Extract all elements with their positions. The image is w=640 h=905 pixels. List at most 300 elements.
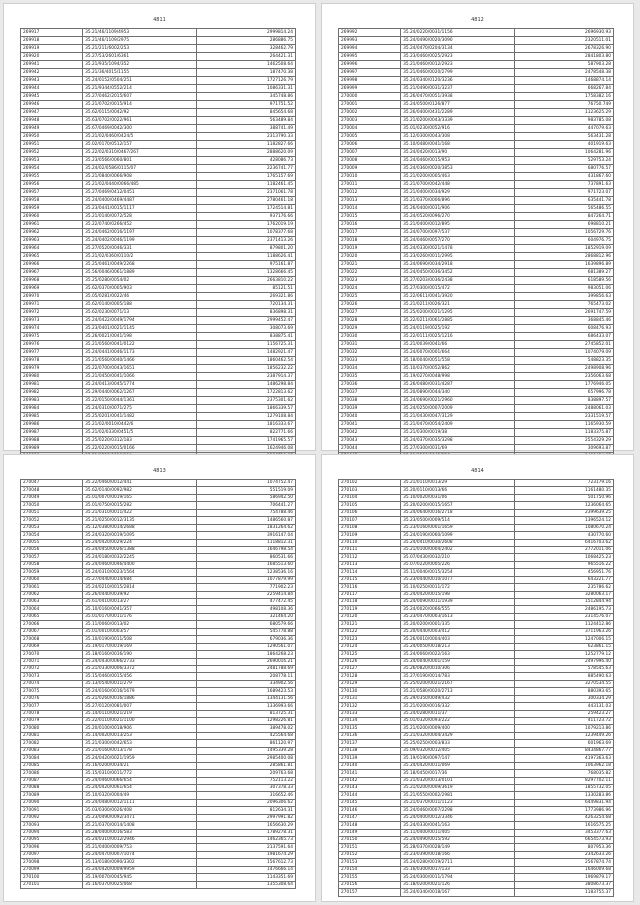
- amount-cell: 1161480.35: [515, 487, 614, 494]
- amount-cell: 836898.31: [197, 309, 296, 317]
- record-id-cell: 270023: [339, 277, 401, 285]
- data-table: [20, 28, 296, 469]
- record-id-cell: 269950: [21, 133, 83, 141]
- table-row: [21, 269, 296, 277]
- table-row: [339, 509, 614, 516]
- amount-cell: 643221.77: [515, 576, 614, 583]
- table-row: [21, 762, 296, 769]
- reference-cell: 35.25/0200/0021/1295: [401, 309, 515, 317]
- record-id-cell: 269993: [339, 37, 401, 45]
- record-id-cell: 270064: [21, 606, 83, 613]
- reference-cell: 35.18/0200/0021/126: [401, 881, 515, 888]
- record-id-cell: 269978: [21, 357, 83, 365]
- amount-cell: 1077879.99: [197, 576, 296, 583]
- amount-cell: 1724514.81: [197, 205, 296, 213]
- amount-cell: 2320511.01: [515, 37, 614, 45]
- table-row: [339, 606, 614, 613]
- amount-cell: 285861.81: [197, 762, 296, 769]
- table-row: [21, 613, 296, 620]
- table-row: [21, 405, 296, 413]
- table-row: [21, 673, 296, 680]
- amount-cell: 3916147.04: [197, 532, 296, 539]
- amount-cell: 698810.21: [515, 221, 614, 229]
- reference-cell: 35.21/935/1094/352: [83, 61, 197, 69]
- reference-cell: 35.21/02/0440/0066/485: [83, 181, 197, 189]
- reference-cell: 35.19/0170/0019/169: [83, 643, 197, 650]
- reference-cell: 35.27/53/2601/6361: [83, 53, 197, 61]
- record-id-cell: 269948: [21, 117, 83, 125]
- table-row: [339, 874, 614, 881]
- table-row: [339, 437, 614, 445]
- amount-cell: 1165930.59: [515, 421, 614, 429]
- amount-cell: 2696930.93: [515, 29, 614, 37]
- table-row: [339, 101, 614, 109]
- record-id-cell: 270000: [339, 93, 401, 101]
- record-id-cell: 270112: [339, 554, 401, 561]
- record-id-cell: 270008: [339, 157, 401, 165]
- record-id-cell: 270065: [21, 613, 83, 620]
- table-row: [21, 688, 296, 695]
- table-row: [339, 524, 614, 531]
- reference-cell: 35.23/0401/0021/1145: [83, 325, 197, 333]
- reference-cell: 35.21/0450/0041/1066: [83, 373, 197, 381]
- record-id-cell: 270022: [339, 269, 401, 277]
- reference-cell: 35.24/0402/0046/1199: [83, 237, 197, 245]
- record-id-cell: 270079: [21, 718, 83, 725]
- table-row: [339, 405, 614, 413]
- table-row: [339, 413, 614, 421]
- amount-cell: 768035.82: [515, 770, 614, 777]
- reference-cell: 35.62/0230/0071/13: [83, 309, 197, 317]
- amount-cell: 431867.60: [515, 173, 614, 181]
- table-row: [339, 480, 614, 487]
- record-id-cell: 270095: [21, 837, 83, 844]
- amount-cell: 1064281.96: [515, 149, 614, 157]
- amount-cell: 668267.84: [515, 85, 614, 93]
- amount-cell: 1639896.89: [515, 261, 614, 269]
- reference-cell: 35.12/0300/0043/308: [401, 133, 515, 141]
- reference-cell: 35.24/0450/0026/1388: [83, 546, 197, 553]
- record-id-cell: 270031: [339, 341, 401, 349]
- amount-cell: 2314576.07: [515, 613, 614, 620]
- amount-cell: 1182461.45: [197, 181, 296, 189]
- reference-cell: 35.24/0420/0029/224: [83, 539, 197, 546]
- table-row: [21, 125, 296, 133]
- amount-cell: 399856.63: [515, 293, 614, 301]
- amount-cell: 1462508.64: [197, 61, 296, 69]
- reference-cell: 35.23/0441/0015/1117: [83, 205, 197, 213]
- table-row: [21, 621, 296, 628]
- amount-cell: 752113.22: [197, 777, 296, 784]
- table-row: [21, 397, 296, 405]
- table-row: [21, 576, 296, 583]
- table-row: [21, 665, 296, 672]
- amount-cell: 2663810.22: [197, 277, 296, 285]
- reference-cell: 35.18/0040/0051/558: [401, 357, 515, 365]
- reference-cell: 35.01/0070/0019/165: [83, 494, 197, 501]
- amount-cell: 76750.749: [515, 101, 614, 109]
- amount-cell: 6416703.62: [515, 539, 614, 546]
- reference-cell: 35.10/0020/0031/06: [401, 494, 515, 501]
- amount-cell: 456951.76: [515, 569, 614, 576]
- table-row: [21, 429, 296, 437]
- table-row: [21, 149, 296, 157]
- page-title: 4814: [471, 468, 484, 474]
- table-row: [21, 837, 296, 844]
- reference-cell: 35.20/0100/0018/906: [83, 725, 197, 732]
- table-row: [339, 889, 614, 896]
- record-id-cell: 269995: [339, 53, 401, 61]
- amount-cell: 971723.07: [515, 189, 614, 197]
- amount-cell: 601963.69: [515, 740, 614, 747]
- amount-cell: 586942.50: [197, 494, 296, 501]
- amount-cell: 1727126.79: [197, 77, 296, 85]
- table-row: [339, 333, 614, 341]
- table-row: [339, 837, 614, 844]
- table-row: [339, 487, 614, 494]
- record-id-cell: 270050: [21, 502, 83, 509]
- record-id-cell: 269947: [21, 109, 83, 117]
- record-id-cell: 269919: [21, 45, 83, 53]
- reference-cell: 35.22/0110/0021/1100: [83, 718, 197, 725]
- record-id-cell: 269952: [21, 149, 83, 157]
- document-page-1: [4, 4, 315, 450]
- record-id-cell: 270157: [339, 889, 401, 896]
- amount-cell: 1396524.12: [515, 517, 614, 524]
- table-row: [339, 325, 614, 333]
- reference-cell: 35.21/02/0330/0451/5: [83, 429, 197, 437]
- record-id-cell: 269956: [21, 181, 83, 189]
- record-id-cell: 270077: [21, 703, 83, 710]
- reference-cell: 35.24/0090/0011/1939: [401, 599, 515, 606]
- reference-cell: 35.24/0441/0046/1173: [83, 349, 197, 357]
- reference-cell: 35.56/0046/0061/1889: [83, 269, 197, 277]
- amount-cell: 838875.41: [197, 333, 296, 341]
- amount-cell: 1646009.68: [515, 866, 614, 873]
- reference-cell: 35.02/0170/0512/157: [83, 141, 197, 149]
- amount-cell: 1086331.31: [197, 85, 296, 93]
- record-id-cell: 270071: [21, 658, 83, 665]
- table-row: [339, 732, 614, 739]
- reference-cell: 35.26/0440/0039/92: [83, 591, 197, 598]
- amount-cell: 1685513.60: [197, 561, 296, 568]
- table-row: [339, 710, 614, 717]
- reference-cell: 35.26/0480/0031/4287: [401, 381, 515, 389]
- table-row: [21, 643, 296, 650]
- amount-cell: 2371413.26: [197, 237, 296, 245]
- amount-cell: 2985400.08: [197, 755, 296, 762]
- record-id-cell: 270037: [339, 389, 401, 397]
- amount-cell: 1860462.54: [197, 357, 296, 365]
- record-id-cell: 270003: [339, 117, 401, 125]
- table-row: [339, 844, 614, 851]
- amount-cell: 2387914.37: [197, 373, 296, 381]
- table-row: [339, 341, 614, 349]
- amount-cell: 2481788.69: [197, 665, 296, 672]
- reference-cell: 35.24/0400/0012/3346: [401, 814, 515, 821]
- record-id-cell: 270140: [339, 762, 401, 769]
- amount-cell: 1330283.86: [515, 792, 614, 799]
- table-row: [339, 389, 614, 397]
- record-id-cell: 269960: [21, 213, 83, 221]
- amount-cell: 1486298.84: [197, 381, 296, 389]
- reference-cell: 35.18/0160/0016/190: [83, 651, 197, 658]
- amount-cell: 680776.57: [515, 165, 614, 173]
- reference-cell: 35.11/0400/0011/405: [401, 829, 515, 836]
- table-row: [21, 799, 296, 806]
- table-row: [339, 814, 614, 821]
- record-id-cell: 270040: [339, 413, 401, 421]
- reference-cell: 35.26/0010/0004/403: [401, 636, 515, 643]
- reference-cell: 35.24/0500/0126/877: [401, 101, 515, 109]
- table-row: [21, 373, 296, 381]
- record-id-cell: 270038: [339, 397, 401, 405]
- record-id-cell: 270107: [339, 517, 401, 524]
- record-id-cell: 270109: [339, 532, 401, 539]
- record-id-cell: 270075: [21, 688, 83, 695]
- record-id-cell: 270134: [339, 718, 401, 725]
- table-row: [21, 309, 296, 317]
- document-page-3: [4, 455, 315, 901]
- record-id-cell: 270120: [339, 613, 401, 620]
- reference-cell: 35.15/0310/0011/772: [83, 770, 197, 777]
- table-row: [21, 213, 296, 221]
- record-id-cell: 270116: [339, 584, 401, 591]
- table-row: [21, 277, 296, 285]
- table-row: [339, 718, 614, 725]
- table-row: [339, 576, 614, 583]
- amount-cell: 4263254.68: [515, 814, 614, 821]
- amount-cell: 1864268.23: [197, 651, 296, 658]
- record-id-cell: 270122: [339, 628, 401, 635]
- amount-cell: 269321.86: [197, 293, 296, 301]
- amount-cell: 618589.56: [515, 277, 614, 285]
- record-id-cell: 270043: [339, 437, 401, 445]
- reference-cell: 35.20/0200/0015/1657: [401, 502, 515, 509]
- record-id-cell: 270152: [339, 851, 401, 858]
- record-id-cell: 270091: [21, 807, 83, 814]
- reference-cell: 35.24/0640/0016/2718: [401, 509, 515, 516]
- record-id-cell: 270148: [339, 822, 401, 829]
- record-id-cell: 270096: [21, 844, 83, 851]
- record-id-cell: 270115: [339, 576, 401, 583]
- reference-cell: 35.24/0450/0036/3452: [401, 269, 515, 277]
- amount-cell: 2399639.25: [515, 509, 614, 516]
- amount-cell: 1355308.64: [197, 881, 296, 888]
- reference-cell: 35.21/0400/0009/753: [83, 844, 197, 851]
- record-id-cell: 270074: [21, 680, 83, 687]
- record-id-cell: 270012: [339, 189, 401, 197]
- record-id-cell: 269976: [21, 341, 83, 349]
- reference-cell: 35.19/0070/0045/945: [83, 874, 197, 881]
- table-row: [21, 591, 296, 598]
- amount-cell: 3808673.37: [515, 881, 614, 888]
- amount-cell: 3711963.26: [515, 628, 614, 635]
- record-id-cell: 269997: [339, 69, 401, 77]
- record-id-cell: 269918: [21, 37, 83, 45]
- amount-cell: 3280063.17: [515, 591, 614, 598]
- record-id-cell: 270028: [339, 317, 401, 325]
- table-row: [21, 341, 296, 349]
- amount-cell: 965516.22: [515, 561, 614, 568]
- table-row: [339, 365, 614, 373]
- table-row: [21, 237, 296, 245]
- table-row: [339, 253, 614, 261]
- amount-cell: 623861.15: [515, 643, 614, 650]
- reference-cell: 35.21/0702/0015/914: [83, 101, 197, 109]
- record-id-cell: 270013: [339, 197, 401, 205]
- reference-cell: 35.11/0040/0015/3254: [401, 569, 515, 576]
- record-id-cell: 269966: [21, 261, 83, 269]
- reference-cell: 35.24/0280/0011/37: [401, 710, 515, 717]
- reference-cell: 35.21/36/4015/1155: [83, 69, 197, 77]
- record-id-cell: 269968: [21, 277, 83, 285]
- amount-cell: 208778.11: [197, 673, 296, 680]
- record-id-cell: 269971: [21, 301, 83, 309]
- amount-cell: 2096306.62: [197, 799, 296, 806]
- amount-cell: 411723.72: [515, 718, 614, 725]
- amount-cell: 1236064.65: [515, 502, 614, 509]
- amount-cell: 334902.56: [197, 680, 296, 687]
- table-row: [21, 755, 296, 762]
- amount-cell: 264421.31: [197, 53, 296, 61]
- reference-cell: 35.21/0460/0020/2799: [401, 69, 515, 77]
- amount-cell: 983051.06: [515, 285, 614, 293]
- table-row: [339, 141, 614, 149]
- record-id-cell: 270111: [339, 546, 401, 553]
- table-row: [339, 181, 614, 189]
- table-row: [339, 792, 614, 799]
- reference-cell: 35.21/0460/0012/2923: [401, 61, 515, 69]
- amount-cell: 187470.38: [197, 69, 296, 77]
- record-id-cell: 270057: [21, 554, 83, 561]
- amount-cell: 2554329.29: [515, 437, 614, 445]
- amount-cell: 754788.46: [197, 509, 296, 516]
- table-row: [21, 157, 296, 165]
- reference-cell: 35.22/0700/0043/1651: [83, 365, 197, 373]
- table-row: [21, 445, 296, 453]
- record-id-cell: 269989: [21, 445, 83, 453]
- table-row: [339, 561, 614, 568]
- record-id-cell: 270128: [339, 673, 401, 680]
- table-row: [21, 45, 296, 53]
- amount-cell: 6654573.93: [515, 837, 614, 844]
- table-row: [21, 37, 296, 45]
- reference-cell: 35.24/02/0586/0115/07: [83, 165, 197, 173]
- reference-cell: 35.21/0260/0016/1886: [83, 695, 197, 702]
- record-id-cell: 270101: [21, 881, 83, 888]
- record-id-cell: 270041: [339, 421, 401, 429]
- reference-cell: 35.22/0211/0061/2885: [401, 317, 515, 325]
- reference-cell: 35.24/0400/0469/4487: [83, 197, 197, 205]
- record-id-cell: 269917: [21, 29, 83, 37]
- reference-cell: 35.67/0469/0042/300: [83, 125, 197, 133]
- amount-cell: 937176.66: [197, 213, 296, 221]
- table-row: [21, 229, 296, 237]
- amount-cell: 983785.08: [515, 117, 614, 125]
- record-id-cell: 269992: [339, 29, 401, 37]
- reference-cell: 35.21/0110/0013/29: [401, 480, 515, 487]
- table-row: [339, 599, 614, 606]
- table-row: [339, 85, 614, 93]
- reference-cell: 35.24/0070/0001/664: [401, 349, 515, 357]
- record-id-cell: 270151: [339, 844, 401, 851]
- amount-cell: 235786.62: [515, 584, 614, 591]
- table-row: [21, 651, 296, 658]
- table-row: [21, 777, 296, 784]
- table-row: [21, 569, 296, 576]
- table-row: [21, 381, 296, 389]
- reference-cell: 35.21/211/6002/253: [83, 45, 197, 53]
- table-row: [21, 421, 296, 429]
- record-id-cell: 269944: [21, 85, 83, 93]
- record-id-cell: 270138: [339, 747, 401, 754]
- record-id-cell: 270126: [339, 658, 401, 665]
- reference-cell: 35.24/0360/0020/3853: [401, 165, 515, 173]
- reference-cell: 35.05/0281/0022/46: [83, 293, 197, 301]
- amount-cell: 501750.96: [515, 494, 614, 501]
- amount-cell: 209763.68: [197, 770, 296, 777]
- document-page-2: [322, 4, 633, 450]
- reference-cell: 35.21/0250/0012/3135: [83, 517, 197, 524]
- reference-cell: 35.21/46/1109/2975: [83, 37, 197, 45]
- record-id-cell: 270035: [339, 373, 401, 381]
- record-id-cell: 270024: [339, 285, 401, 293]
- reference-cell: 35.24/0050/0018/213: [401, 643, 515, 650]
- amount-cell: 1856232.22: [197, 365, 296, 373]
- record-id-cell: 270072: [21, 665, 83, 672]
- amount-cell: 679036.36: [197, 636, 296, 643]
- reference-cell: 35.24/0690/0021/2960: [401, 397, 515, 405]
- record-id-cell: 270055: [21, 539, 83, 546]
- amount-cell: 1118812.31: [197, 539, 296, 546]
- table-row: [339, 502, 614, 509]
- table-row: [21, 851, 296, 858]
- table-row: [21, 874, 296, 881]
- record-id-cell: 270103: [339, 487, 401, 494]
- table-row: [21, 807, 296, 814]
- table-row: [21, 561, 296, 568]
- table-row: [339, 173, 614, 181]
- record-id-cell: 269988: [21, 437, 83, 445]
- table-row: [21, 437, 296, 445]
- record-id-cell: 270143: [339, 784, 401, 791]
- reference-cell: 35.24/0460/0007/2298: [401, 807, 515, 814]
- record-id-cell: 270080: [21, 725, 83, 732]
- reference-cell: 35.14/0020/0013/253: [83, 732, 197, 739]
- amount-cell: 477472.45: [197, 599, 296, 606]
- reference-cell: 35.24/0462/0016/1197: [83, 229, 197, 237]
- record-id-cell: 269973: [21, 317, 83, 325]
- reference-cell: 35.24/0420/0013/90: [401, 149, 515, 157]
- amount-cell: 529753.24: [515, 157, 614, 165]
- record-id-cell: 270100: [21, 874, 83, 881]
- table-row: [339, 445, 614, 453]
- table-row: [21, 695, 296, 702]
- table-row: [339, 621, 614, 628]
- table-row: [21, 710, 296, 717]
- table-row: [339, 665, 614, 672]
- reference-cell: 35.21/0470/0054/2409: [401, 421, 515, 429]
- record-id-cell: 270125: [339, 651, 401, 658]
- reference-cell: 35.24/0690/0034/2918: [401, 261, 515, 269]
- amount-cell: 259423.27: [515, 710, 614, 717]
- reference-cell: 35.24/0250/0007/2009: [401, 405, 515, 413]
- table-row: [339, 859, 614, 866]
- record-id-cell: 270090: [21, 799, 83, 806]
- table-row: [21, 85, 296, 93]
- amount-cell: 1079213.86: [515, 725, 614, 732]
